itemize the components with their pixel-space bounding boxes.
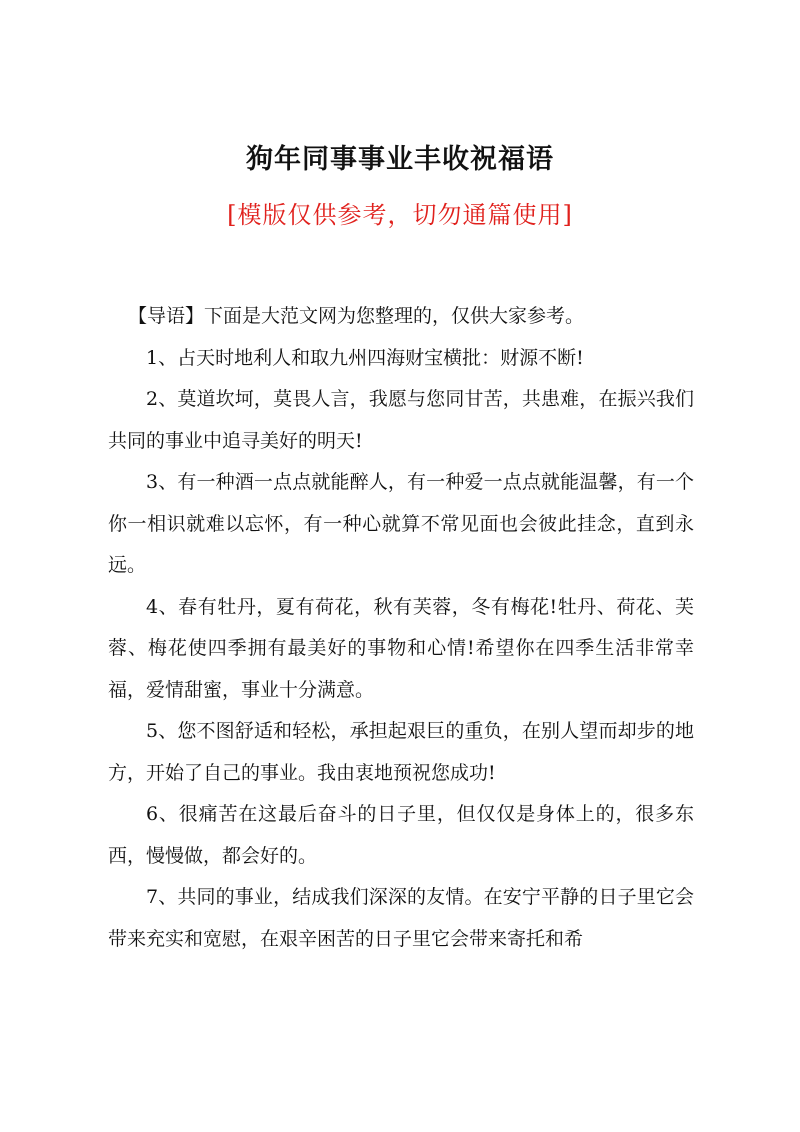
paragraph-1: 1、占天时地利人和取九州四海财宝横批：财源不断!: [146, 346, 584, 369]
intro-paragraph: 【导语】下面是大范文网为您整理的，仅供大家参考。: [128, 305, 585, 327]
paragraph-4: 4、春有牡丹，夏有荷花，秋有芙蓉，冬有梅花!牡丹、荷花、芙蓉、梅花使四季拥有最美好的事物和心情!希望你在四季生活非常幸福，爱情甜蜜，事业十分满意。: [108, 595, 694, 701]
paragraph-6: 6、很痛苦在这最后奋斗的日子里，但仅仅是身体上的，很多东西，慢慢做，都会好的。: [108, 803, 694, 867]
document-title: 狗年同事事业丰收祝福语: [246, 144, 554, 175]
document-body: [108, 296, 694, 960]
template-notice: [模版仅供参考，切勿通篇使用]: [227, 201, 573, 229]
paragraph-2: 2、莫道坎坷，莫畏人言，我愿与您同甘苦，共患难，在振兴我们共同的事业中追寻美好的明天!: [108, 388, 694, 452]
paragraph-3: 3、有一种酒一点点就能醉人，有一种爱一点点就能温馨，有一个你一相识就难以忘怀，有一种心就算不常见面也会彼此挂念，直到永远。: [108, 471, 694, 576]
paragraph-5: 5、您不图舒适和轻松，承担起艰巨的重负，在别人望而却步的地方，开始了自己的事业。我由衷地预祝您成功!: [108, 720, 694, 784]
paragraph-7: 7、共同的事业，结成我们深深的友情。在安宁平静的日子里它会带来充实和宽慰，在艰辛困苦的日子里它会带来寄托和希: [108, 886, 694, 950]
